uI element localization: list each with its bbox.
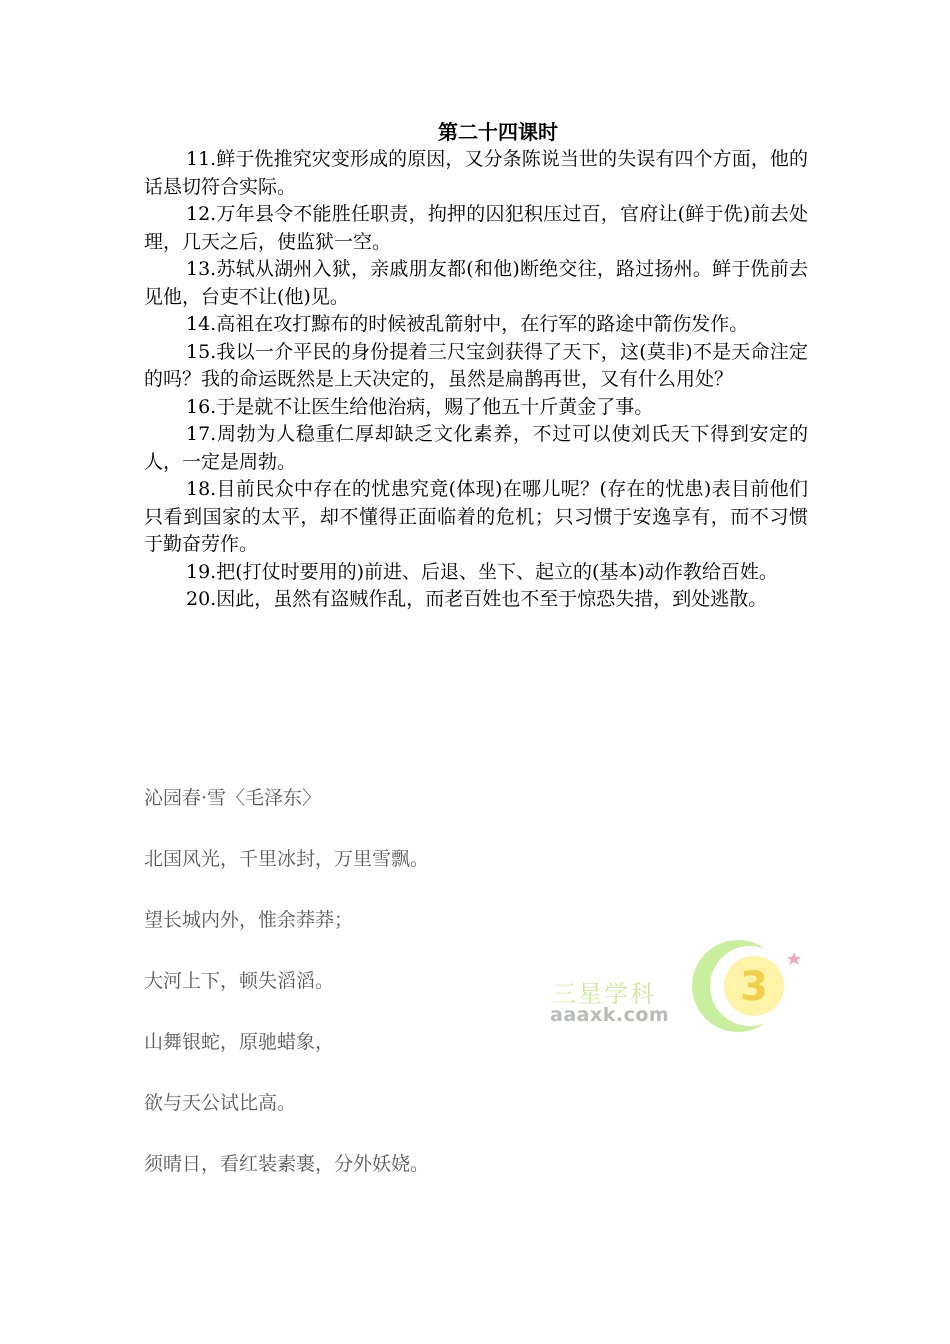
poem-line: 望长城内外，惟余莽莽； (144, 909, 354, 931)
watermark (548, 932, 808, 1044)
answer-paragraph-16: 16.于是就不让医生给他治病，赐了他五十斤黄金了事。 (186, 395, 654, 418)
answer-paragraph-15: 15.我以一介平民的身份提着三尺宝剑获得了天下，这(莫非)不是天命注定的吗？我的命运既然是上天决定的，虽然是扁鹊再世，又有什么用处？ (144, 340, 808, 390)
answer-paragraph-13: 13.苏轼从湖州入狱，亲戚朋友都(和他)断绝交往，路过扬州。鲜于侁前去见他，台吏不让(他)见。 (144, 258, 808, 308)
poem-line: 欲与天公试比高。 (144, 1092, 297, 1114)
answer-paragraph-20: 20.因此，虽然有盗贼作乱，而老百姓也不至于惊恐失措，到处逃散。 (186, 588, 768, 610)
poem-title: 沁园春·雪〈毛泽东〉 (144, 787, 322, 809)
poem-line: 大河上下，顿失滔滔。 (144, 970, 335, 992)
page-title: 第二十四课时 (438, 120, 558, 144)
watermark-url: aaaxk.com (550, 1004, 670, 1026)
poem-line: 须晴日，看红装素裹，分外妖娆。 (144, 1153, 430, 1175)
poem-line: 北国风光，千里冰封，万里雪飘。 (144, 848, 430, 870)
poem-line: 山舞银蛇，原驰蜡象， (144, 1031, 335, 1053)
answer-paragraph-18: 18.目前民众中存在的忧患究竟(体现)在哪儿呢？(存在的忧患)表目前他们只看到国家的太平，却不懂得正面临着的危机；只习惯于安逸享有，而不习惯于勤奋劳作。 (144, 478, 808, 555)
answer-paragraph-12: 12.万年县令不能胜任职责，拘押的囚犯积压过百，官府让(鲜于侁)前去处理，几天之后，使监狱一空。 (144, 203, 808, 253)
star-icon (787, 952, 801, 965)
answer-paragraph-19: 19.把(打仗时要用的)前进、后退、坐下、起立的(基本)动作教给百姓。 (186, 560, 778, 583)
answer-paragraph-14: 14.高祖在攻打黥布的时候被乱箭射中，在行军的路途中箭伤发作。 (186, 313, 749, 335)
answer-paragraph-17: 17.周勃为人稳重仁厚却缺乏文化素养，不过可以使刘氏天下得到安定的人，一定是周勃。 (144, 423, 808, 473)
answer-paragraph-11: 11.鲜于侁推究灾变形成的原因，又分条陈说当世的失误有四个方面，他的话恳切符合实际。 (144, 148, 808, 198)
watermark-logo-icon (690, 932, 802, 1042)
answer-list (144, 146, 808, 614)
watermark-text: 三星学科 (552, 980, 656, 1008)
logo-digit: 3 (740, 964, 768, 1010)
